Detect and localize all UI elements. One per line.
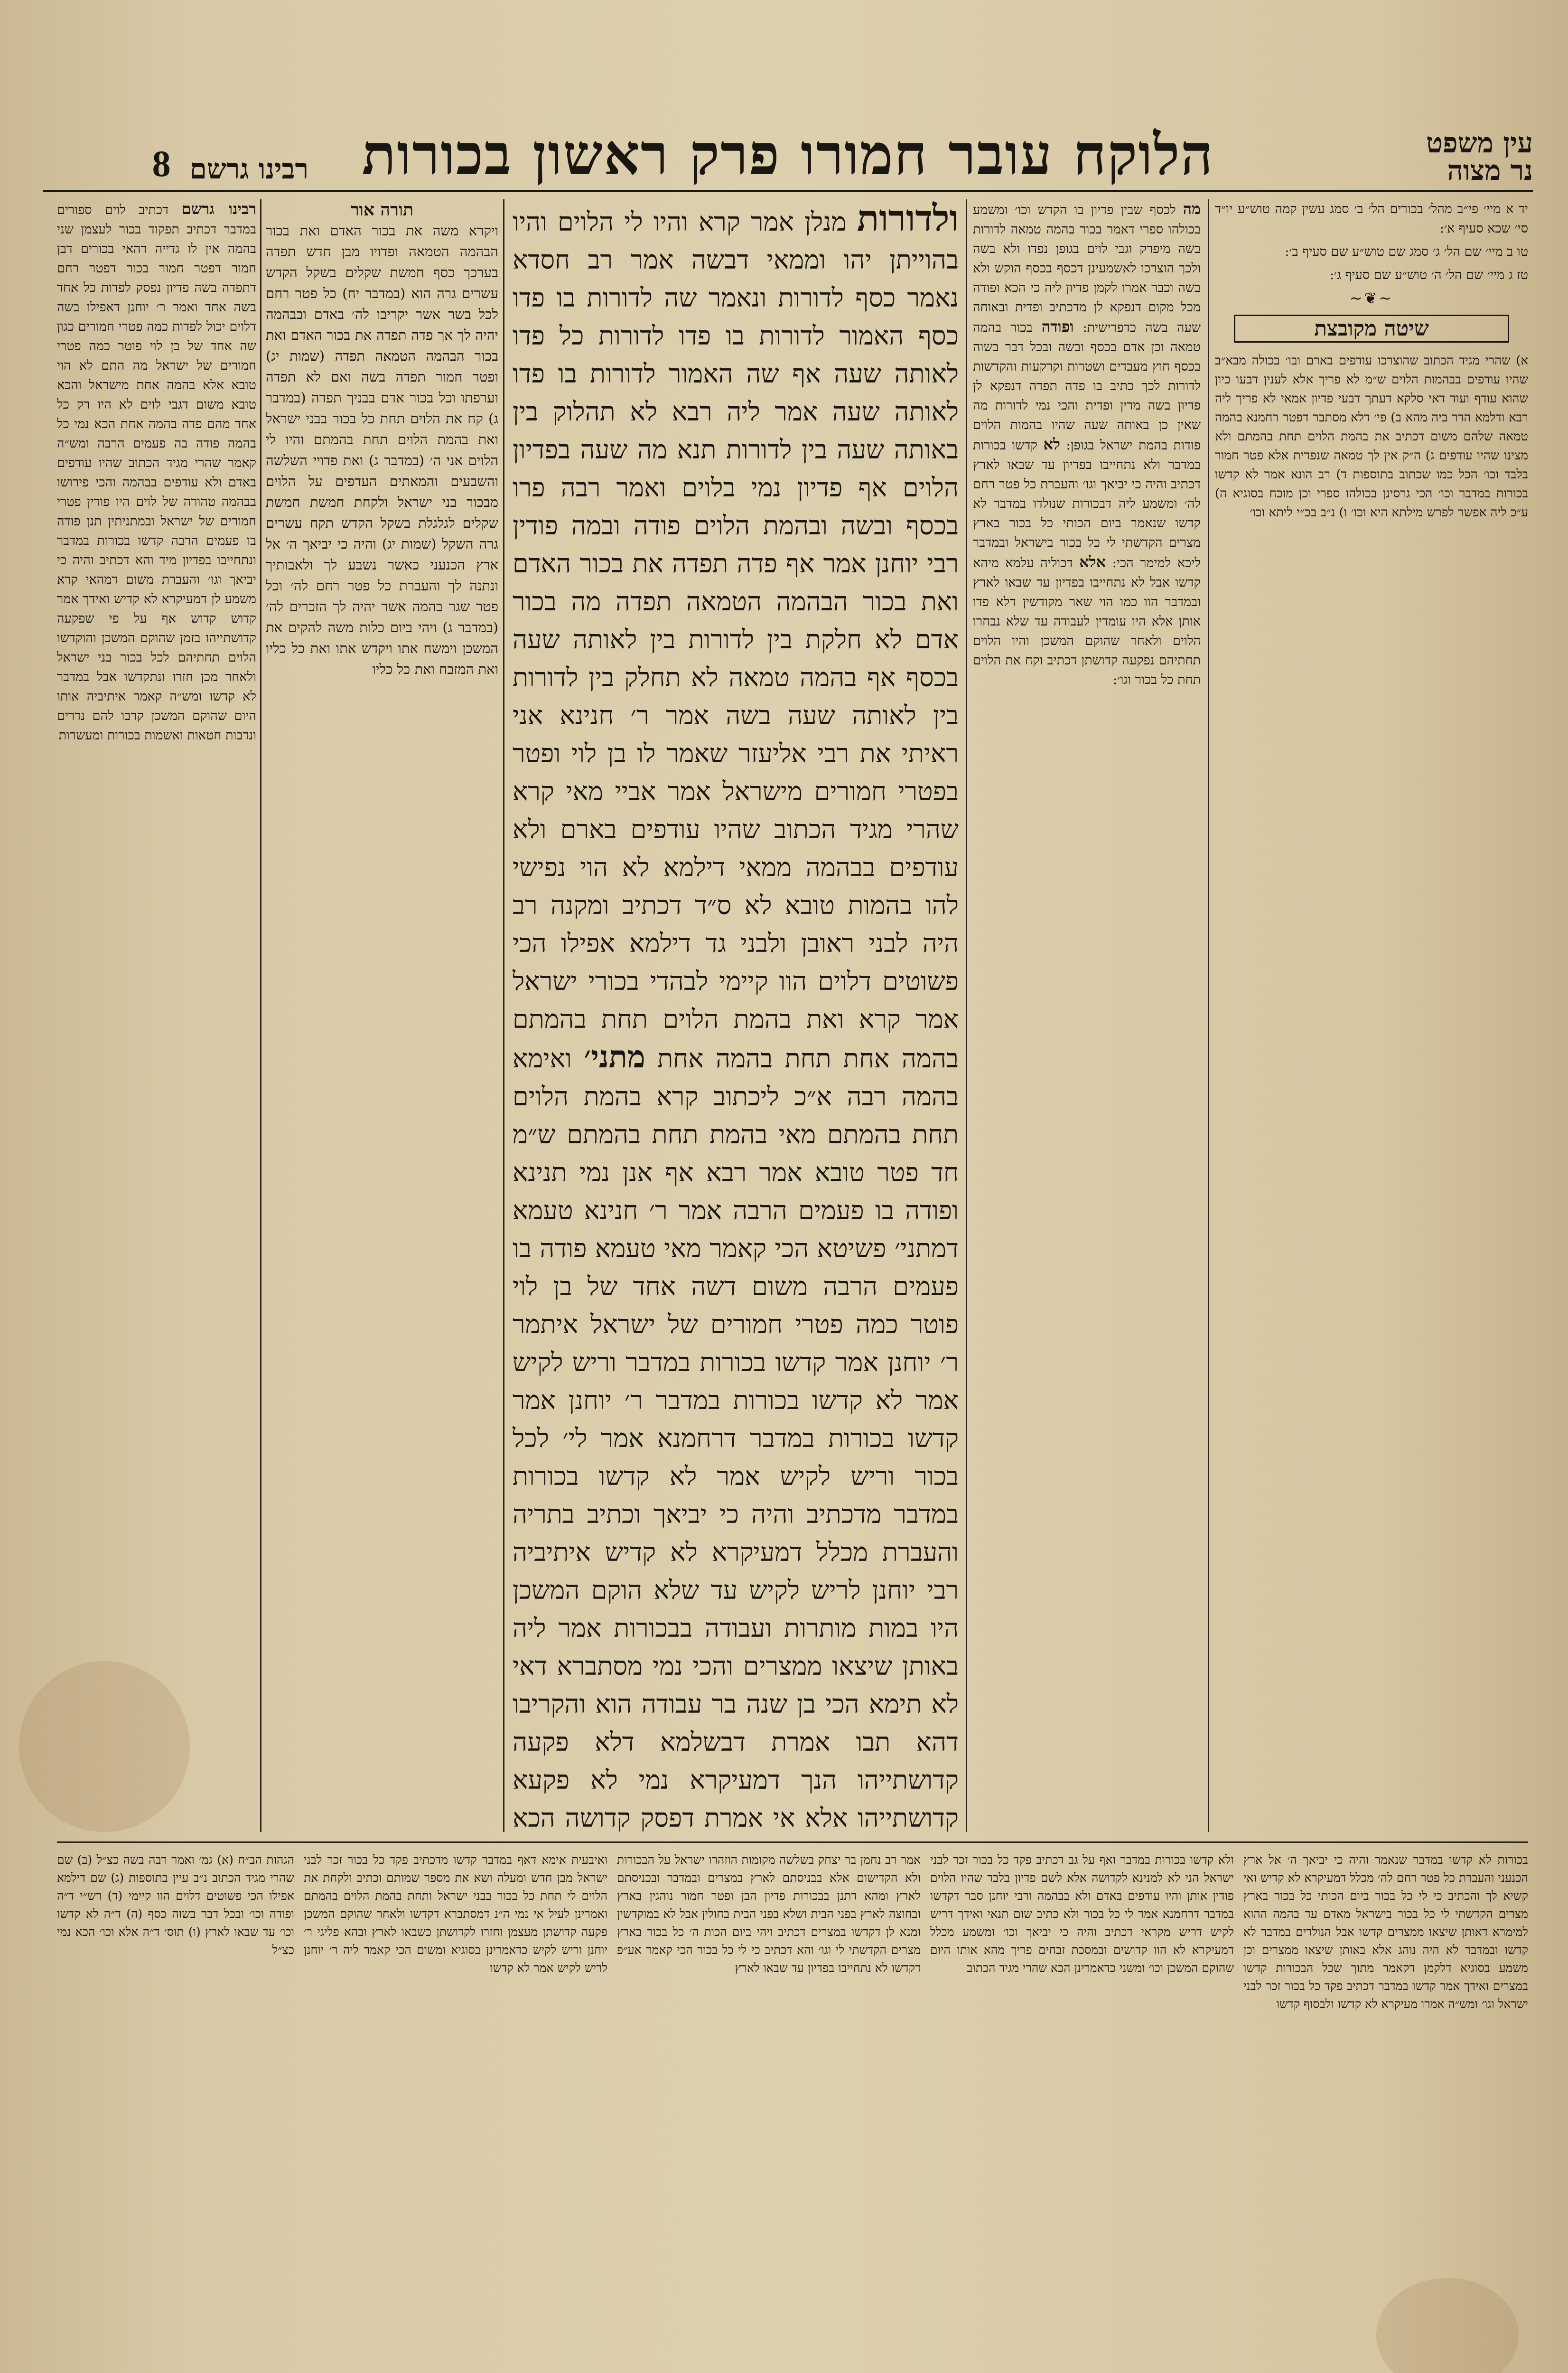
mishnah-marker: מתני׳ (584, 1039, 645, 1075)
page-header (43, 121, 1533, 192)
rabbeinu-gershom-text: דכתיב לוים ספורים במדבר דכתיב תפקוד בכור לעצמן שני בהמה אין לו גדייה דהאי בכורים דבן חמור דפטר חמור בכור דפטר רחם דתפדה בשה פדיון נפסק לפדות כל אחד בשה אחד ואמר ר׳ יוחנן דאפילו בשה דלוים יכול לפדות כמה פטרי חמורים כגון שה אחד של בן לוי פוטר כמה פטרי חמורים של ישראל מה התם לא הוי טובא אלא בהמה אחת מישראל והכא טובא משום דגבי לוים לא היו רק כל אחד מהם פדה בהמה אחת הכא נמי כל בהמה פודה בה פעמים הרבה ומש״ה קאמר שהרי מגיד הכתוב שהיו עודפים באדם ולא עודפים בבהמה והכי פירושו בבהמה טהורה של לוים היו פודין פטרי חמורים של ישראל ובמתניתין תנן פודה בו פעמים הרבה קדשו בכורות במדבר ונתחייבו בפדיון מיד והא דכתיב והיה כי יביאך וגו׳ והעברת משום דמהאי קרא משמע לן דמעיקרא לא קדיש ואידך אמר קדוש קדוש אף על פי שפקעה קדושתייהו בזמן שהוקם המשכן והוקדשו הלוים תחתיהם לכל בכור בני ישראל ולאחר מכן חזרו ונתקדשו אבל במדבר לא קדשו ומש״ה קאמר איתיביה אותו היום שהוקם המשכן קרבו להם נדרים ונדבות חטאות ואשמות בכורות ומעשרות (57, 203, 256, 743)
rashi-dibbur: לא (1043, 435, 1060, 453)
section-divider (57, 1841, 1528, 1843)
shita-mekubetzet-title: שיטה מקובצת (1234, 315, 1509, 343)
flourish-ornament: ~❦~ (1349, 289, 1394, 307)
column-divider (260, 199, 261, 1832)
column-divider (503, 199, 504, 1832)
bottom-commentary-column: אמר רב נחמן בר יצחק בשלשה מקומות הוזהרו ישראל על הבכורות ולא הקדישום אלא בבניסתם לארץ במצרים ובמדבר ובכניסתם לארץ ומהא דתנן בבכורות פדיון הבן ופטר חמור נוהגין בארץ ובחוצה לארץ בפני הבית ושלא בפני הבית בחולין אבל לא במוקדשין ומנא לן דקדשו במצרים דכתיב ויהי ביום הכות ה׳ כל בכור בארץ מצרים הקדשתי לי וגו׳ והא דכתיב כי לי כל בכור הכי קאמר אע״פ דקדשו לא נתחייבו בפדיון עד שבאו לארץ (617, 1853, 921, 1975)
rabbeinu-gershom-column (57, 199, 256, 1832)
bottom-commentary-column: הגהות הב״ח (א) גמ׳ ואמר רבה בשה כצ״ל (ב) שם שהרי מגיד הכתוב נ״ב עיין בתוספות (ג) שם דילמא אפילו הכי פשוטים דלוים הוו קיימי (ד) רש״י ד״ה ופודה וכו׳ ובכל דבר בשוה כסף (ה) ד״ה לא קדשו וכו׳ עד שבאו לארץ (ו) תוס׳ ד״ה אלא וכו׳ הכא נמי כצ״ל (57, 1853, 294, 1957)
rashi-text: קדשו בכורות במדבר ולא נתחייבו בפדיון עד שבאו לארץ דכתיב והיה כי יביאך וגו׳ והעברת כל פטר רחם לה׳ ומשמע ליה דבכורות שנולדו במדבר לא קדשו שנאמר ביום הכותי כל בכור בארץ מצרים הקדשתי לי כל בכור בישראל ובמדבר ליכא למימר הכי: (973, 438, 1201, 570)
rashi-text: דכוליה עלמא מיהא קדשו אבל לא נתחייבו בפדיון עד שבאו לארץ ובמדבר הוו כמו הוי שאר מקודשין דלא פדו אותן אלא היו עומדין לעבודה עד שלא נבחרו הלוים ולאחר שהוקם המשכן והיו הלוים תחתיהם נפקעה קדושתן דכתיב וקח את הלוים תחת כל בכור וגו׳: (973, 556, 1201, 687)
rashi-text: בכור בהמה טמאה וכן אדם בכסף ובשה ובכל דבר בשוה בכסף חוץ מעבדים ושטרות וקרקעות והקדשות לדורות לכך כתיב בו פדה תפדה דנפקא לן פדיון בשה מדין ופדית והכי נמי לדורות מה שאין כן באותה שעה שהיו בהמות הלוים פודות בהמת ישראל בגופן: (973, 320, 1201, 453)
page-number: 8 (152, 143, 171, 184)
rabbeinu-gershom-header (43, 142, 308, 190)
ein-mishpat-entry: טז ג מיי׳ שם הל׳ ה׳ טוש״ע שם סעיף ג׳: (1329, 268, 1528, 282)
rabbeinu-gershom-title: רבינו גרשם (189, 153, 308, 185)
gemara-opening-word: ולדורות (857, 199, 959, 239)
gemara-text: מנלן אמר קרא והיו לי הלוים והיו בהוייתן יהו וממאי דבשה אמר רב חסדא נאמר כסף לדורות ונאמר שה לדורות בו פדו כסף האמור לדורות בו פדו לדורות כל פדו לאותה שעה אף שה האמור לדורות בו פדו לאותה שעה אמר ליה רבא לא תהלוק בין באותה שעה בין לדורות תנא מה שעה בפדיון הלוים אף פדיון נמי בלוים ואמר רבה פרו בכסף ובשה ובהמת הלוים פודה ובמה פודין רבי יוחנן אמר אף פדה תפדה את בכור האדם ואת בכור הבהמה הטמאה תפדה מה בכור אדם לא חלקת בין לדורות בין לאותה שעה בכסף אף בהמה טמאה לא תחלק בין לדורות בין לאותה שעה בשה אמר ר׳ חנינא אני ראיתי את רבי אליעזר שאמר לו בן לוי ופטר בפטרי חמורים מישראל אמר אביי מאי קרא שהרי מגיד הכתוב שהיו עודפים בארם ולא עודפים בבהמה ממאי דילמא לא הוי נפישי להו בהמות טובא לא ס״ד דכתיב ומקנה רב היה לבני ראובן ולבני גד דילמא אפילו הכי פשוטים דלוים הוו קיימי לבהדי בכורי ישראל אמר קרא ואת בהמת הלוים תחת בהמתם בהמה אחת תחת בהמה אחת (513, 207, 959, 1074)
rashi-dibbur: מה (1183, 200, 1201, 218)
shita-mekubetzet-text: א) שהרי מגיד הכתוב שהוצרכו עודפים בארם ובו׳ בכולה מבא״ב שהיו עודפים בבהמות הלוים ש״מ לא פריך אלא לענין דבעו כיון שהוא עודף ועוד דאי סלקא דעתך דבעי פדיון אמאי לא פריך ליה רבא ודלמא הדר ביה מהא ב) פי׳ דלא מסתבר דפטר רחמנא בהמה טמאה שלהם משום דכתיב את בהמת הלוים תחת בהמתם ולא מצינו שהיו עודפים ג) ה״ק אין לך טמאה שנפדית אלא פטר חמור בלבד וכו׳ הכל כמו שכתוב בתוספות ד) רב הונא אמר לא קדשו בכורות במדבר וכו׳ הכי גרסינן בכולהו ספרי וכן מוכח בסוגיא ה) ע״כ ליה אפשר לפרש מילתא היא וכו׳ ו) נ״ב בכ״י ליתא וכו׳ (1215, 354, 1528, 520)
ein-mishpat-header: עין משפט נר מצוה (1426, 127, 1533, 187)
rashi-text: לכסף שבין פדיון בו הקדש וכו׳ ומשמע בכולהו ספרי דאמר בכור בהמה טמאה לדורות בשה מיפרק וגבי לוים בגופן נפדו ולא בשה ולכך הוצרכו לאשמעינן דכסף בכסף הוקש ולא בשה וכבר אמרו לקמן פדיון ליה כי הכא ופודה מכל מקום דנפקא לן מדכתיב ופדית ובאוחה שעה בשה כדפרישית: (973, 203, 1201, 335)
ein-mishpat-entry: טו ב מיי׳ שם הל׳ ג׳ סמג שם טוש״ע שם סעיף ב׳: (1285, 244, 1528, 259)
rabbeinu-gershom-dibbur: רבינו גרשם (181, 200, 256, 218)
gemara-column (513, 199, 959, 1832)
column-divider (1208, 199, 1209, 1832)
rashi-dibbur: ופודה (1041, 318, 1074, 336)
gemara-text: ואימא בהמה רבה א״כ ליכתוב קרא בהמת הלוים תחת בהמתם מאי בהמת תחת בהמתם ש״מ חד פטר טובא אמר רבא אף אנן נמי תנינא ופודה בו פעמים הרבה אמר ר׳ חנינא טעמא דמתני׳ פשיטא הכי קאמר מאי טעמא פודה בו פעמים הרבה משום דשה אחד של בן לוי פוטר כמה פטרי חמורים של ישראל איתמר ר׳ יוחנן אמר קדשו בכורות במדבר וריש לקיש אמר לא קדשו בכורות במדבר ר׳ יוחנן אמר קדשו בכורות במדבר דרחמנא אמר לי׳ לכל בכור וריש לקיש אמר לא קדשו בכורות במדבר מדכתיב והיה כי יביאך וכתיב בתריה והעברת מכלל דמעיקרא לא קדיש איתיביה רבי יוחנן לריש לקיש עד שלא הוקם המשכן היו במות מותרות ועבודה בבכורות אמר ליה באותן שיצאו ממצרים והכי נמי מסתברא דאי לא תימא הכי בן שנה בר עבודה הוא והקריבו דהא תבו אמרת דבשלמא דלא פקעה קדושתייהו הנך דמעיקרא נמי לא פקעא קדושתייהו אלא אי אמרת דפסק קדושה הכא (513, 1044, 959, 1832)
bottom-commentary-column: ולא קדשו בכורות במדבר ואף על גב דכתיב פקד כל בכור זכר לבני ישראל הני לא למנינא לקדושה אלא לשם פדיון בלבד שהיו הלוים פודין אותן והיו עודפים באדם ולא בבהמה ורבי יוחנן סבר דקדשו במדבר דרחמנא אמר לי כל בכור ולא כתיב שום תנאי ואידך דריש לקיש דריש מקראי דכתיב והיה כי יביאך וכו׳ ומשמע מכלל דמעיקרא לא הוו קדושים ובמסכת זבחים פריך מהא אותו היום שהוקם המשכן וכו׳ ומשני כדאמרינן הכא שהרי מגיד הכתוב (930, 1853, 1234, 1975)
torah-or-title: תורה אור (350, 200, 414, 220)
rashi-dibbur: אלא (1079, 553, 1106, 571)
torah-or-column (266, 199, 498, 1832)
ein-mishpat-entry: יד א מיי׳ פי״ב מהל׳ בכורים הל׳ ב׳ סמג עשין קמה טוש״ע יו״ד סי׳ שכא סעיף א׳: (1215, 202, 1528, 236)
column-divider (966, 199, 967, 1832)
rashi-column (973, 199, 1201, 1832)
ein-mishpat-column (1215, 199, 1528, 1576)
bottom-commentary-column: בכורות לא קדשו במדבר שנאמר והיה כי יביאך ה׳ אל ארץ הכנעני והעברת כל פטר רחם לה׳ מכלל דמעיקרא לא קדיש ואי קשיא לך והכתיב כי לי כל בכור ביום הכותי כל בכור בארץ מצרים הקדשתי לי כל בכור בישראל מאדם עד בהמה ההוא למימרא דאותן שיצאו ממצרים קדשו אבל הנולדים במדבר לא קדשו ובמדבר לא היה נוהג אלא באותן שיצאו ממצרים וכן משמע בסוגיא דלקמן דקאמר מתוך שכל הבכורות קדשו במצרים ואידך אמר קדשו במדבר דכתיב פקד כל בכור זכר לבני ישראל וגו׳ ומש״ה אמרו מעיקרא לא קדשו ולבסוף קדשו (1243, 1853, 1528, 2011)
page-title: הלוקח עובר חמורו פרק ראשון בכורות (362, 121, 1214, 187)
bottom-commentary-column: ואיבעית אימא דאף במדבר קדשו מדכתיב פקד כל בכור זכר לבני ישראל מבן חדש ומעלה ושא את מספר שמותם וכתיב ולקחת את הלוים לי תחת כל בכור בבני ישראל ותחת בהמת הלוים בהמתם ואמרינן לעיל אי נמי ה״נ דמסתברא דקדשו ולאחר שהוקם המשכן פקעה קדושתן מעצמן וחזרו לקדושתן כשבאו לארץ ובהא פליגי ר׳ יוחנן וריש לקיש כדאמרינן בסוגיא ומשום הכי קאמר ליה ר׳ יוחנן לריש לקיש אמר לא קדשו (304, 1853, 607, 1975)
torah-or-text: ויקרא משה את בכור האדם ואת בכור הבהמה הטמאה ופדויו מבן חדש תפדה בערכך כסף חמשת שקלים בשקל הקדש עשרים גרה הוא (במדבר יח) כל פטר רחם לכל בשר אשר יקריבו לה׳ באדם ובבהמה יהיה לך אך פדה תפדה את בכור האדם ואת בכור הבהמה הטמאה תפדה (שמות יג) ופטר חמור תפדה בשה ואם לא תפדה וערפתו וכל בכור אדם בבניך תפדה (במדבר ג) קח את הלוים תחת כל בכור בבני ישראל ואת בהמת הלוים תחת בהמתם והיו לי הלוים אני ה׳ (במדבר ג) ואת פדויי השלשה והשבעים והמאתים העדפים על הלוים מבכור בני ישראל ולקחת חמשת חמשת שקלים לגלגלת בשקל הקדש תקח עשרים גרה השקל (שמות יג) והיה כי יביאך ה׳ אל ארץ הכנעני כאשר נשבע לך ולאבותיך ונתנה לך והעברת כל פטר רחם לה׳ וכל פטר שגר בהמה אשר יהיה לך הזכרים לה׳ (במדבר ג) ויהי ביום כלות משה להקים את המשכן וימשח אתו ויקדש אתו ואת כל כליו ואת המזבח ואת כל כליו (266, 223, 498, 677)
